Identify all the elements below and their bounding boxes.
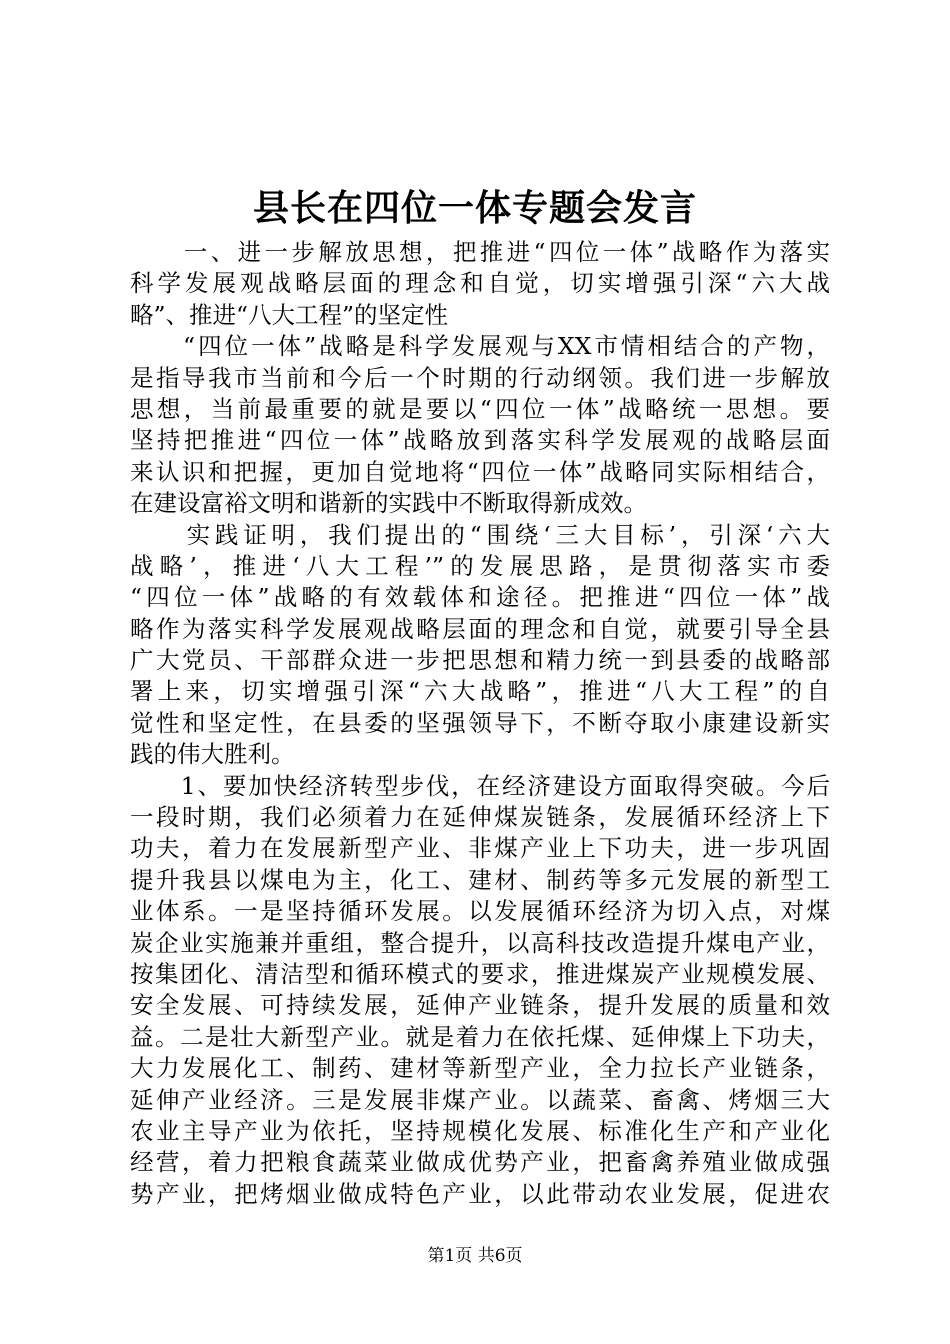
text-line: “四位一体”战略是科学发展观与XX市情相结合的产物， <box>130 332 830 361</box>
text-line: 来认识和把握，更加自觉地将“四位一体”战略同实际相结合， <box>130 457 830 486</box>
page-footer: 第1页 共6页 <box>427 1246 523 1266</box>
text-line: 一、进一步解放思想，把推进“四位一体”战略作为落实 <box>130 238 830 266</box>
text-line: 战略’，推进‘八大工程’”的发展思路，是贯彻落实市委 <box>130 551 830 580</box>
text-line: 略”、推进“八大工程”的坚定性 <box>130 300 449 329</box>
text-line: 思想，当前最重要的就是要以“四位一体”战略统一思想。要 <box>130 394 830 423</box>
text-line: 1、要加快经济转型步伐，在经济建设方面取得突破。今后 <box>130 771 830 800</box>
document-title: 县长在四位一体专题会发言 <box>252 187 697 229</box>
text-line: 安全发展、可持续发展，延伸产业链条，提升发展的质量和效 <box>130 991 830 1020</box>
text-line: 践的伟大胜利。 <box>130 740 295 769</box>
text-line: 略作为落实科学发展观战略层面的理念和自觉，就要引导全县 <box>130 614 830 643</box>
text-line: 一段时期，我们必须着力在延伸煤炭链条，发展循环经济上下 <box>130 803 830 832</box>
text-line: 署上来，切实增强引深“六大战略”，推进“八大工程”的自 <box>130 677 830 706</box>
text-line: 功夫，着力在发展新型产业、非煤产业上下功夫，进一步巩固 <box>130 834 830 863</box>
text-line: 延伸产业经济。三是发展非煤产业。以蔬菜、畜禽、烤烟三大 <box>130 1085 830 1114</box>
text-line: 实践证明，我们提出的“围绕‘三大目标’，引深‘六大 <box>130 520 830 549</box>
text-line: 益。二是壮大新型产业。就是着力在依托煤、延伸煤上下功夫， <box>130 1022 830 1051</box>
text-line: 按集团化、清洁型和循环模式的要求，推进煤炭产业规模发展、 <box>130 959 830 988</box>
text-line: “四位一体”战略的有效载体和途径。把推进“四位一体”战 <box>130 583 830 612</box>
text-line: 提升我县以煤电为主，化工、建材、制药等多元发展的新型工 <box>130 865 830 894</box>
text-line: 坚持把推进“四位一体”战略放到落实科学发展观的战略层面 <box>130 426 830 455</box>
text-line: 势产业，把烤烟业做成特色产业，以此带动农业发展，促进农 <box>130 1179 830 1208</box>
text-line: 在建设富裕文明和谐新的实践中不断取得新成效。 <box>130 489 647 518</box>
text-line: 广大党员、干部群众进一步把思想和精力统一到县委的战略部 <box>130 646 830 675</box>
text-line: 业体系。一是坚持循环发展。以发展循环经济为切入点，对煤 <box>130 897 830 926</box>
text-line: 炭企业实施兼并重组，整合提升，以高科技改造提升煤电产业， <box>130 928 830 957</box>
text-line: 经营，着力把粮食蔬菜业做成优势产业，把畜禽养殖业做成强 <box>130 1148 830 1177</box>
text-line: 农业主导产业为依托，坚持规模化发展、标准化生产和产业化 <box>130 1116 830 1145</box>
text-line: 大力发展化工、制药、建材等新型产业，全力拉长产业链条， <box>130 1054 830 1083</box>
text-line: 觉性和坚定性，在县委的坚强领导下，不断夺取小康建设新实 <box>130 708 830 737</box>
document-body <box>130 237 830 1210</box>
text-line: 科学发展观战略层面的理念和自觉，切实增强引深“六大战 <box>130 269 830 298</box>
text-line: 是指导我市当前和今后一个时期的行动纲领。我们进一步解放 <box>130 363 830 392</box>
